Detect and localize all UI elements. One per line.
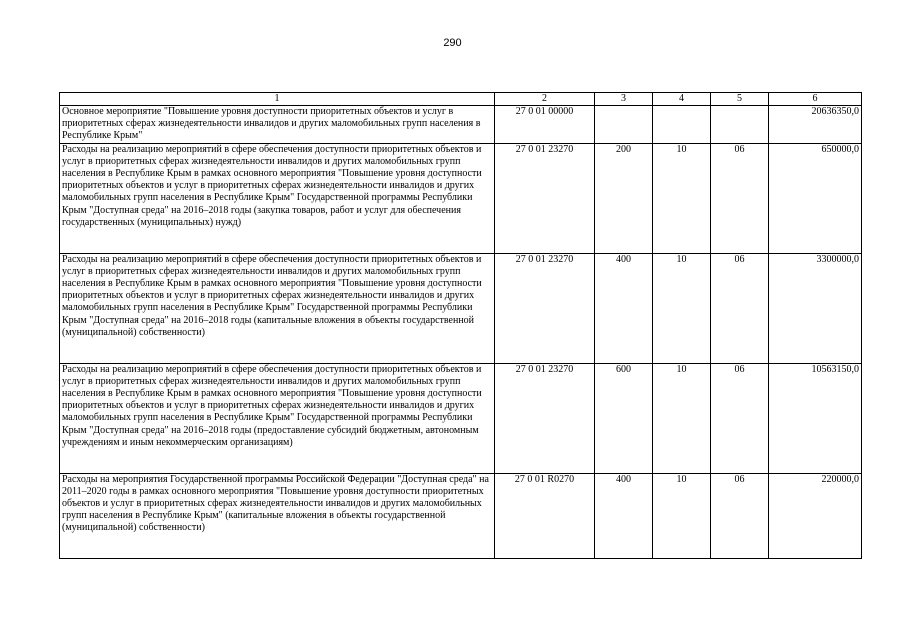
table-row <box>60 253 862 363</box>
table-row <box>60 106 862 144</box>
expense-type-cell: 200 <box>595 143 653 253</box>
subsection-cell: 06 <box>711 143 769 253</box>
table-header-row <box>60 93 862 106</box>
subsection-cell <box>711 106 769 144</box>
page-number: 290 <box>443 37 462 49</box>
subsection-cell: 06 <box>711 473 769 558</box>
section-cell: 10 <box>653 473 711 558</box>
expense-name-cell: Расходы на реализацию мероприятий в сфере обеспечения доступности приоритетных объектов и услуг в приоритетных сферах жизнедеятельности инвалидов и других маломобильных групп населения в Республике Крым в рамках основного мероприятия "Повышение уровня доступности приоритетных объектов и услуг в приоритетных сферах жизнедеятельности инвалидов и других маломобильных групп населения в Республике Крым" Государственной программы Республики Крым "Доступная среда" на 2016–2018 годы (закупка товаров, работ и услуг для обеспечения государственных (муниципальных) нужд) <box>60 143 495 253</box>
expense-name-cell: Основное мероприятие "Повышение уровня доступности приоритетных объектов и услуг в приоритетных сферах жизнедеятельности инвалидов и других маломобильных групп населения в Республике Крым" <box>60 106 495 144</box>
table-row <box>60 473 862 558</box>
section-cell: 10 <box>653 363 711 473</box>
amount-cell: 10563150,0 <box>769 363 862 473</box>
column-header: 6 <box>769 93 862 106</box>
amount-cell: 220000,0 <box>769 473 862 558</box>
expense-name-cell: Расходы на мероприятия Государственной программы Российской Федерации "Доступная среда" на 2011–2020 годы в рамках основного мероприятия "Повышение уровня доступности приоритетных объектов и услуг в приоритетных сферах жизнедеятельности инвалидов и других маломобильных групп населения в Республике Крым" (капитальные вложения в объекты государственной (муниципальной) собственности) <box>60 473 495 558</box>
target-article-code-cell: 27 0 01 23270 <box>495 253 595 363</box>
target-article-code-cell: 27 0 01 00000 <box>495 106 595 144</box>
subsection-cell: 06 <box>711 363 769 473</box>
budget-table <box>59 92 862 559</box>
column-header: 4 <box>653 93 711 106</box>
expense-type-cell: 600 <box>595 363 653 473</box>
expense-type-cell: 400 <box>595 473 653 558</box>
target-article-code-cell: 27 0 01 R0270 <box>495 473 595 558</box>
column-header: 2 <box>495 93 595 106</box>
expense-name-cell: Расходы на реализацию мероприятий в сфере обеспечения доступности приоритетных объектов и услуг в приоритетных сферах жизнедеятельности инвалидов и других маломобильных групп населения в Республике Крым в рамках основного мероприятия "Повышение уровня доступности приоритетных объектов и услуг в приоритетных сферах жизнедеятельности инвалидов и других маломобильных групп населения в Республике Крым" Государственной программы Республики Крым "Доступная среда" на 2016–2018 годы (предоставление субсидий бюджетным, автономным учреждениям и иным некоммерческим организациям) <box>60 363 495 473</box>
column-header: 1 <box>60 93 495 106</box>
section-cell <box>653 106 711 144</box>
target-article-code-cell: 27 0 01 23270 <box>495 363 595 473</box>
column-header: 3 <box>595 93 653 106</box>
column-header: 5 <box>711 93 769 106</box>
subsection-cell: 06 <box>711 253 769 363</box>
table-row <box>60 143 862 253</box>
expense-type-cell: 400 <box>595 253 653 363</box>
amount-cell: 650000,0 <box>769 143 862 253</box>
section-cell: 10 <box>653 253 711 363</box>
expense-name-cell: Расходы на реализацию мероприятий в сфере обеспечения доступности приоритетных объектов и услуг в приоритетных сферах жизнедеятельности инвалидов и других маломобильных групп населения в Республике Крым в рамках основного мероприятия "Повышение уровня доступности приоритетных объектов и услуг в приоритетных сферах жизнедеятельности инвалидов и других маломобильных групп населения в Республике Крым" Государственной программы Республики Крым "Доступная среда" на 2016–2018 годы (капитальные вложения в объекты государственной (муниципальной) собственности) <box>60 253 495 363</box>
amount-cell: 3300000,0 <box>769 253 862 363</box>
amount-cell: 20636350,0 <box>769 106 862 144</box>
section-cell: 10 <box>653 143 711 253</box>
target-article-code-cell: 27 0 01 23270 <box>495 143 595 253</box>
expense-type-cell <box>595 106 653 144</box>
table-row <box>60 363 862 473</box>
